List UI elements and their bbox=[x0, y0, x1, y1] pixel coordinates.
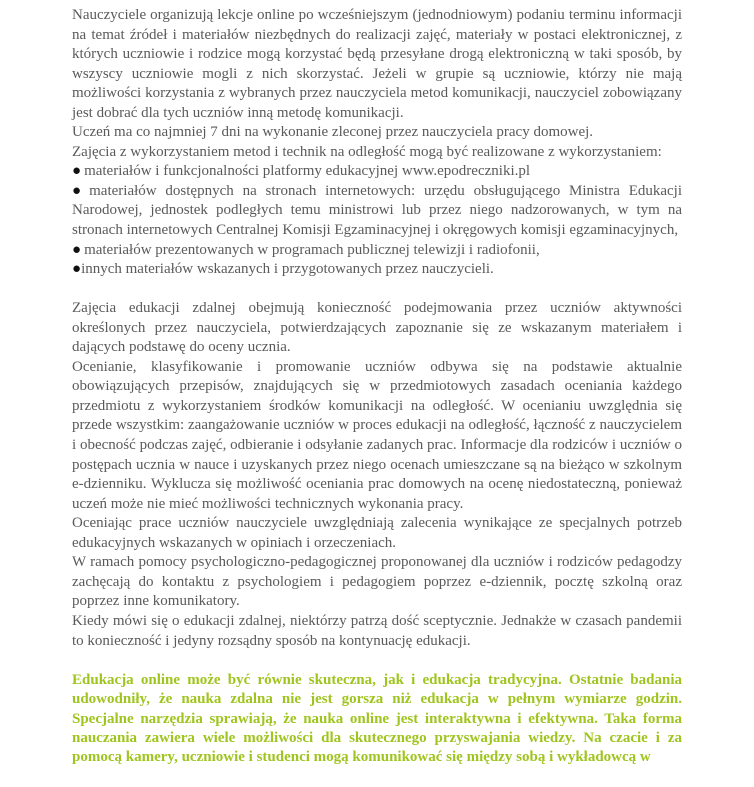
list-item-text: materiałów prezentowanych w programach publicznej telewizji i radiofonii, bbox=[84, 241, 540, 258]
bullet-icon: ● bbox=[72, 163, 82, 180]
paragraph-remote-activities: Zajęcia edukacji zdalnej obejmują konieczność podejmowania przez uczniów aktywności określonych przez nauczyciela, potwierdzających zapoznanie się ze wskazanym materiałem i dających podstawę do oceny ucznia. bbox=[72, 300, 682, 356]
list-item bbox=[72, 241, 682, 261]
list-item-text: materiałów i funkcjonalności platformy edukacyjnej www.epodreczniki.pl bbox=[84, 163, 531, 180]
paragraph-special-needs: Oceniając prace uczniów nauczyciele uwzględniają zalecenia wynikające ze specjalnych potrzeb edukacyjnych wskazanych w opiniach i orzeczeniach. bbox=[72, 515, 682, 551]
paragraph-methods-intro: Zajęcia z wykorzystaniem metod i technik na odległość mogą być realizowane z wykorzystaniem: bbox=[72, 143, 662, 160]
spacer bbox=[72, 651, 682, 671]
spacer bbox=[72, 280, 682, 300]
list-item bbox=[72, 182, 682, 241]
bullet-icon: ● bbox=[72, 182, 87, 199]
paragraph-lesson-organization: Nauczyciele organizują lekcje online po wcześniejszym (jednodniowym) podaniu terminu informacji na temat źródeł i materiałów niezbędnych do realizacji zajęć, materiały w postaci elektronicznej, z których uczniowie i rodzice mogą korzystać będą przesyłane drogą elektroniczną w taki sposób, by wszyscy uczniowie mogli z nich skorzystać. Jeżeli w grupie są uczniowie, którzy nie mają możliwości korzystania z wybranych przez nauczyciela metod komunikacji, nauczyciel zobowiązany jest dobrać dla tych uczniów inną metodę komunikacji. bbox=[72, 7, 682, 121]
bullet-icon: ● bbox=[72, 261, 82, 278]
bullet-icon: ● bbox=[72, 241, 82, 258]
highlighted-paragraph: Edukacja online może być równie skuteczna, jak i edukacja tradycyjna. Ostatnie badania udowodniły, że nauka zdalna nie jest gorsza niż edukacja w pełnym wymiarze godzin. Specjalne narzędzia sprawiają, że nauka online jest interaktywna i efektywna. Taka forma nauczania zawiera wiele możliwości dla skutecznego przyswajania wiedzy. Na czacie i za pomocą kamery, uczniowie i studenci mogą komunikować się między sobą i wykładowcą w bbox=[72, 672, 682, 766]
paragraph-homework-deadline: Uczeń ma co najmniej 7 dni na wykonanie zleconej przez nauczyciela pracy domowej. bbox=[72, 124, 594, 141]
paragraph-remote-education-opinion: Kiedy mówi się o edukacji zdalnej, niektórzy patrzą dość sceptycznie. Jednakże w czasach pandemii to konieczność i jedyny rozsądny sposób na kontynuację edukacji. bbox=[72, 612, 682, 649]
materials-bullet-list bbox=[72, 162, 682, 279]
list-item bbox=[72, 260, 682, 280]
paragraph-grading: Ocenianie, klasyfikowanie i promowanie uczniów odbywa się na podstawie aktualnie obowiązujących przepisów, znajdujących się w przedmiotowych zasadach oceniania każdego przedmiotu z wykorzystaniem środków komunikacji na odległość. W ocenianiu uwzględnia się przede wszystkim: zaangażowanie uczniów w proces edukacji na odległość, łączność z nauczycielem i obecność podczas zajęć, odbieranie i odsyłanie zadanych prac. Informacje dla rodziców i uczniów o postępach ucznia w nauce i uzyskanych przez niego ocenach umieszczane są na bieżąco w szkolnym e-dzienniku. Wyklucza się możliwość oceniania prac domowych na ocenę niedostateczną, ponieważ uczeń może nie mieć możliwości technicznych wykonania pracy. bbox=[72, 358, 682, 512]
list-item-text: materiałów dostępnych na stronach internetowych: urzędu obsługującego Ministra Edukacji Narodowej, jednostek podległych temu ministrowi lub przez niego nadzorowanych, w tym na stronach internetowych Centralnej Komisji Egzaminacyjnej i okręgowych komisji egzaminacyjnych, bbox=[72, 182, 683, 239]
list-item-text: innych materiałów wskazanych i przygotowanych przez nauczycieli. bbox=[81, 261, 494, 278]
list-item bbox=[72, 162, 682, 182]
paragraph-psychological-help: W ramach pomocy psychologiczno-pedagogicznej proponowanej dla uczniów i rodziców pedagodzy zachęcają do kontaktu z psychologiem i pedagogiem poprzez e-dziennik, pocztę szkolną oraz poprzez inne komunikatory. bbox=[72, 554, 682, 610]
document-page bbox=[72, 6, 682, 768]
